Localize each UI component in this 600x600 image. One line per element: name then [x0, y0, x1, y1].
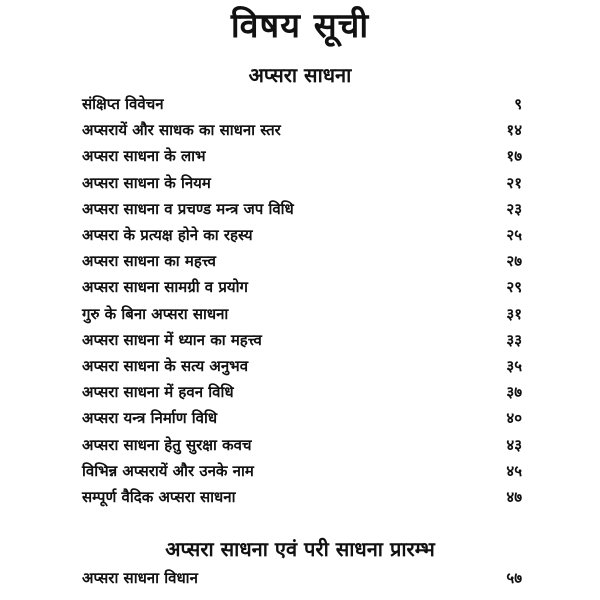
- toc-entry: [82, 170, 522, 196]
- toc-entry: [82, 222, 522, 248]
- toc-entry-page-number: २३: [506, 199, 522, 218]
- toc-entry: [82, 353, 522, 379]
- toc-entry: [82, 327, 522, 353]
- page-title: विषय सूची: [230, 6, 370, 46]
- toc-entry-title: अप्सरा साधना में हवन विधि: [82, 383, 234, 402]
- toc-entry-page-number: २७: [506, 252, 522, 271]
- toc-entry: [82, 484, 522, 510]
- toc-entry-title: अप्सरा के प्रत्यक्ष होने का रहस्य: [82, 226, 253, 245]
- toc-entry: [82, 458, 522, 484]
- toc-entry-title: अप्सरा साधना के सत्य अनुभव: [82, 356, 249, 375]
- toc-entry-title: अप्सरा साधना में ध्यान का महत्त्व: [82, 330, 262, 349]
- toc-entry-title: अप्सरा साधना के लाभ: [82, 147, 206, 166]
- toc-entry-title: संक्षिप्त विवेचन: [82, 95, 164, 114]
- toc-entry-page-number: ३३: [506, 330, 522, 349]
- toc-entry-page-number: ३७: [506, 383, 522, 402]
- toc-entry-page-number: ४०: [506, 409, 522, 428]
- toc-entry-title: अप्सरा साधना सामग्री व प्रयोग: [82, 278, 248, 297]
- toc-entry-page-number: ४३: [506, 435, 522, 454]
- toc-entry-title: अप्सरा साधना हेतु सुरक्षा कवच: [82, 435, 252, 454]
- toc-entry-page-number: ४७: [506, 487, 522, 506]
- toc-entry: [82, 565, 522, 591]
- toc-entry-page-number: २१: [506, 173, 522, 192]
- toc-entry-page-number: ३१: [506, 304, 522, 323]
- toc-entry-title: विभिन्न अप्सरायें और उनके नाम: [82, 461, 254, 480]
- toc-list-section-1: [82, 91, 522, 510]
- toc-entry-title: अप्सरा साधना विधान: [82, 569, 198, 588]
- toc-entry-title: अप्सरा साधना के नियम: [82, 173, 211, 192]
- toc-entry: [82, 274, 522, 300]
- section-heading-pari-sadhana: अप्सरा साधना एवं परी साधना प्रारम्भ: [165, 537, 435, 561]
- toc-entry-title: अप्सरा साधना व प्रचण्ड मन्त्र जप विधि: [82, 199, 294, 218]
- toc-entry: [82, 301, 522, 327]
- toc-entry: [82, 248, 522, 274]
- toc-entry: [82, 91, 522, 117]
- toc-entry: [82, 379, 522, 405]
- toc-entry: [82, 405, 522, 431]
- toc-entry-title: गुरु के बिना अप्सरा साधना: [82, 304, 229, 323]
- toc-entry-page-number: ९: [514, 95, 522, 114]
- section-heading-apsara-sadhana: अप्सरा साधना: [248, 63, 352, 87]
- toc-entry-title: सम्पूर्ण वैदिक अप्सरा साधना: [82, 487, 236, 506]
- toc-entry-title: अप्सरा यन्त्र निर्माण विधि: [82, 409, 218, 428]
- toc-entry-page-number: २५: [506, 226, 522, 245]
- toc-entry: [82, 143, 522, 169]
- toc-entry-page-number: २९: [506, 278, 522, 297]
- toc-entry: [82, 196, 522, 222]
- toc-entry: [82, 431, 522, 457]
- toc-entry-title: अप्सरा साधना का महत्त्व: [82, 252, 216, 271]
- toc-entry-page-number: ५७: [506, 569, 522, 588]
- toc-list-section-2: [82, 565, 522, 591]
- toc-entry-title: अप्सरायें और साधक का साधना स्तर: [82, 121, 281, 140]
- toc-entry-page-number: ३५: [506, 356, 522, 375]
- toc-entry-page-number: १४: [506, 121, 522, 140]
- toc-entry: [82, 117, 522, 143]
- toc-entry-page-number: १७: [506, 147, 522, 166]
- toc-entry-page-number: ४५: [506, 461, 522, 480]
